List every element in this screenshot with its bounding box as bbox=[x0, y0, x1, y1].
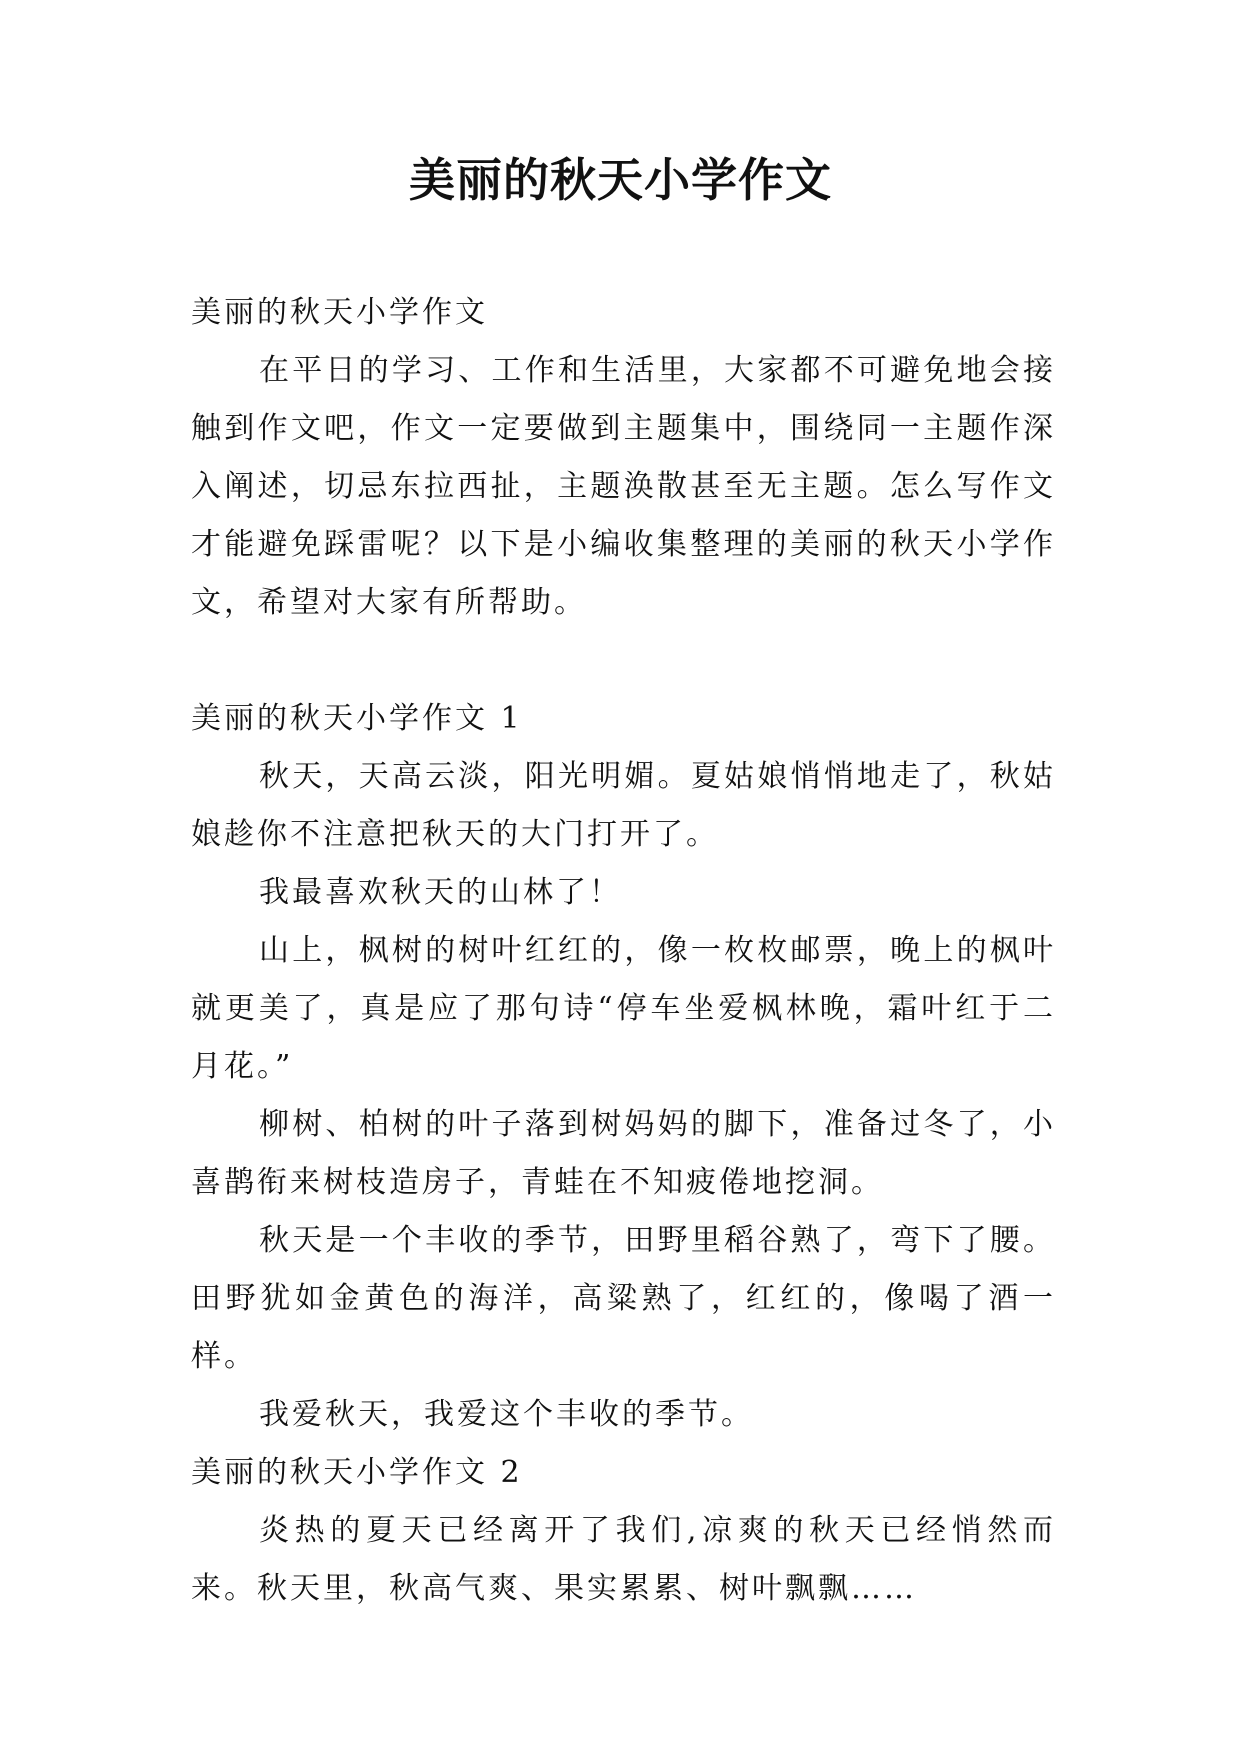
essay-1-paragraph-2: 我最喜欢秋天的山林了！ bbox=[259, 875, 622, 910]
section-spacer bbox=[191, 632, 1056, 690]
document-body bbox=[191, 284, 1056, 1618]
essay-1-paragraph-5: 秋天是一个丰收的季节，田野里稻谷熟了，弯下了腰。田野犹如金黄色的海洋，高粱熟了，红红的，像喝了酒一样。 bbox=[191, 1223, 1056, 1374]
essay-1-paragraph-4: 柳树、柏树的叶子落到树妈妈的脚下，准备过冬了，小喜鹊衔来树枝造房子，青蛙在不知疲倦地挖洞。 bbox=[191, 1107, 1056, 1200]
document-title: 美丽的秋天小学作文 bbox=[409, 153, 832, 207]
essay-1-paragraph-3: 山上，枫树的树叶红红的，像一枚枚邮票，晚上的枫叶就更美了，真是应了那句诗“停车坐爱枫林晚，霜叶红于二月花。” bbox=[191, 933, 1056, 1084]
essay-1-heading: 美丽的秋天小学作文 1 bbox=[191, 701, 523, 736]
essay-2-heading: 美丽的秋天小学作文 2 bbox=[191, 1455, 523, 1490]
essay-1-paragraph-1: 秋天，天高云淡，阳光明媚。夏姑娘悄悄地走了，秋姑娘趁你不注意把秋天的大门打开了。 bbox=[191, 759, 1056, 852]
essay-1-paragraph-6: 我爱秋天，我爱这个丰收的季节。 bbox=[259, 1397, 754, 1432]
essay-2-paragraph-1: 炎热的夏天已经离开了我们,凉爽的秋天已经悄然而来。秋天里，秋高气爽、果实累累、树叶飘飘…… bbox=[191, 1513, 1056, 1606]
intro-heading: 美丽的秋天小学作文 bbox=[191, 295, 488, 330]
intro-paragraph: 在平日的学习、工作和生活里，大家都不可避免地会接触到作文吧，作文一定要做到主题集中，围绕同一主题作深入阐述，切忌东拉西扯，主题涣散甚至无主题。怎么写作文才能避免踩雷呢？以下是小编收集整理的美丽的秋天小学作文，希望对大家有所帮助。 bbox=[191, 353, 1056, 620]
